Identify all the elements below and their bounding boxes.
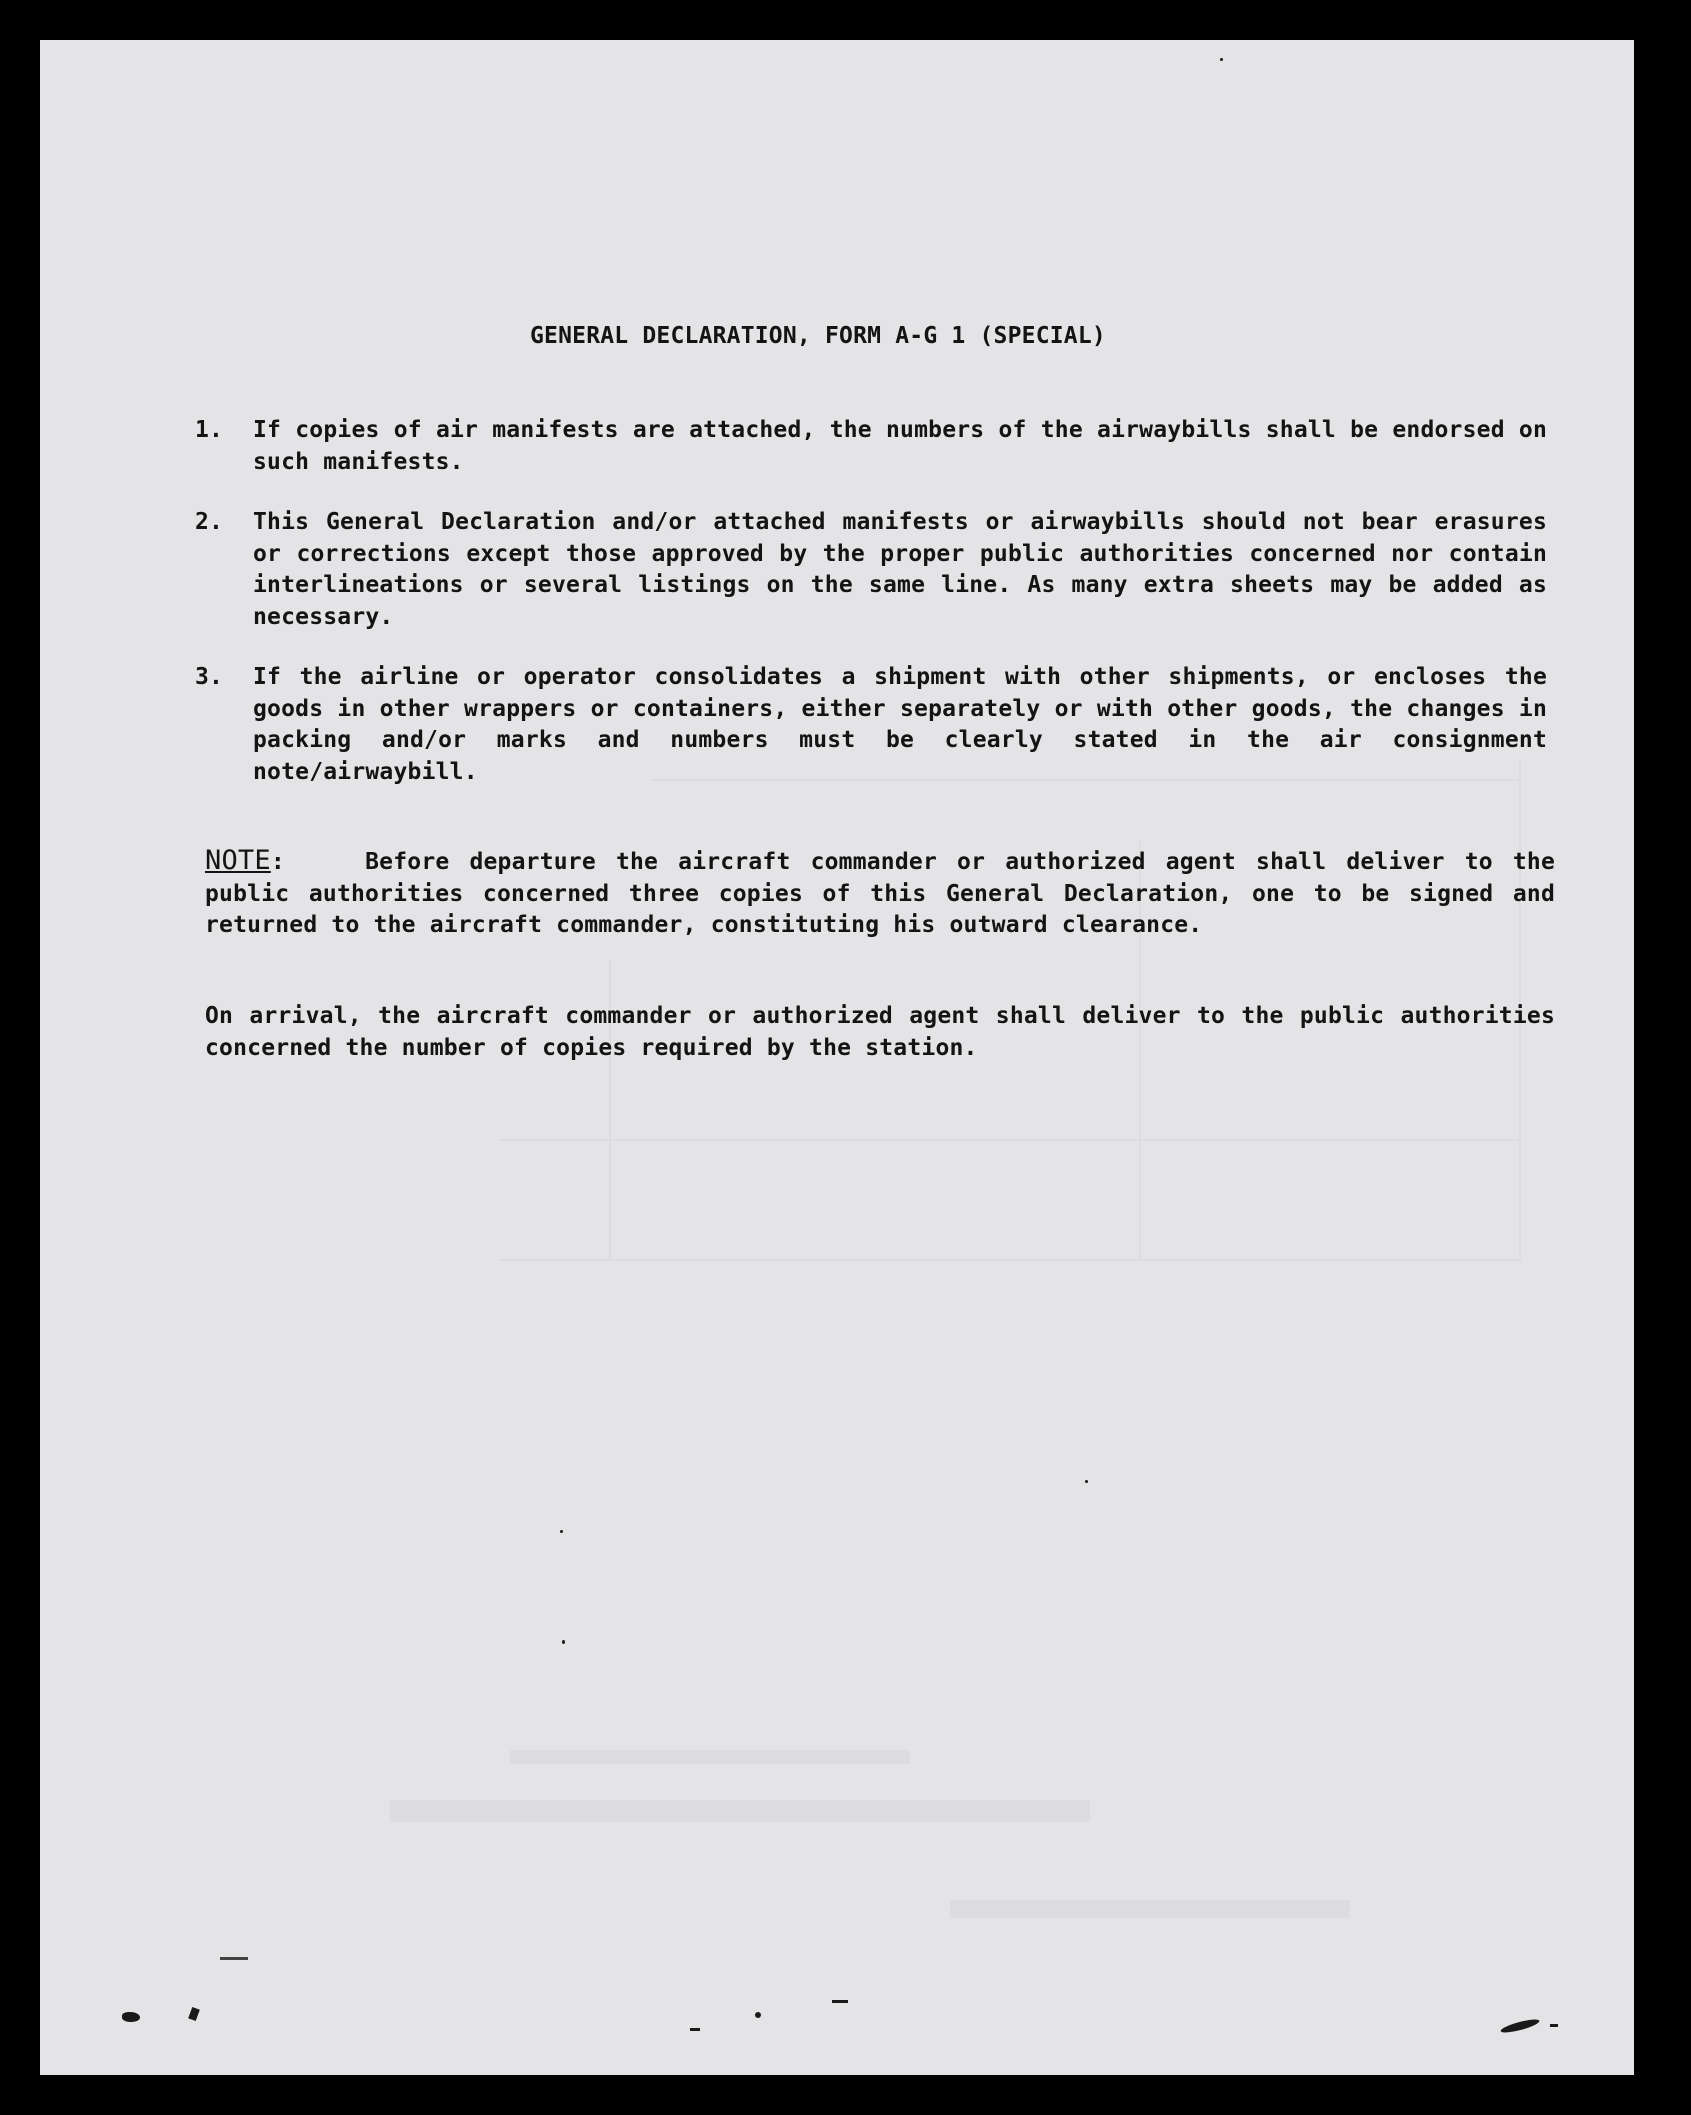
scan-speck: [755, 2012, 761, 2018]
item-number: 1.: [195, 417, 224, 443]
note-paragraph: [205, 845, 1555, 942]
scan-speck: [562, 1640, 565, 1644]
list-item: [195, 662, 1547, 788]
note-text: Before departure the aircraft commander or authorized agent shall deliver to the public authorities concerned three copies of this General Declaration, one to be signed and returned to the aircraft commander, constituting his outward clearance.: [205, 849, 1555, 938]
scan-speck: [220, 1957, 248, 1960]
scan-speck: [122, 2012, 140, 2022]
scan-speck: [1550, 2024, 1558, 2027]
scan-speck: [560, 1530, 563, 1533]
document-page: [40, 40, 1634, 2075]
note-label: NOTE: [205, 845, 271, 876]
scan-speck: [188, 2007, 200, 2021]
item-number: 2.: [195, 509, 224, 535]
scan-speck: [1085, 1480, 1088, 1483]
list-item: [195, 507, 1547, 633]
list-item: [195, 415, 1547, 478]
item-text: If the airline or operator consolidates a shipment with other shipments, or encloses the goods in other wrappers or containers, either separately or with other goods, the changes in packing and/or marks and numbers must be clearly stated in the air consignment note/airwaybill.: [253, 664, 1547, 785]
arrival-paragraph: On arrival, the aircraft commander or authorized agent shall deliver to the public authorities concerned the number of copies required by the station.: [205, 1003, 1555, 1061]
note-separator: :: [270, 849, 285, 875]
item-text: If copies of air manifests are attached, the numbers of the airwaybills shall be endorsed on such manifests.: [253, 417, 1547, 475]
item-number: 3.: [195, 664, 224, 690]
page-title: GENERAL DECLARATION, FORM A-G 1 (SPECIAL): [530, 323, 1106, 349]
scan-speck: [1220, 58, 1223, 61]
scan-speck: [690, 2028, 700, 2031]
item-text: This General Declaration and/or attached manifests or airwaybills should not bear erasures or corrections except those approved by the proper public authorities concerned nor contain interlineations or several listings on the same line. As many extra sheets may be added as necessary.: [253, 509, 1547, 630]
scan-speck: [832, 2000, 848, 2003]
scan-speck: [1500, 2017, 1541, 2035]
